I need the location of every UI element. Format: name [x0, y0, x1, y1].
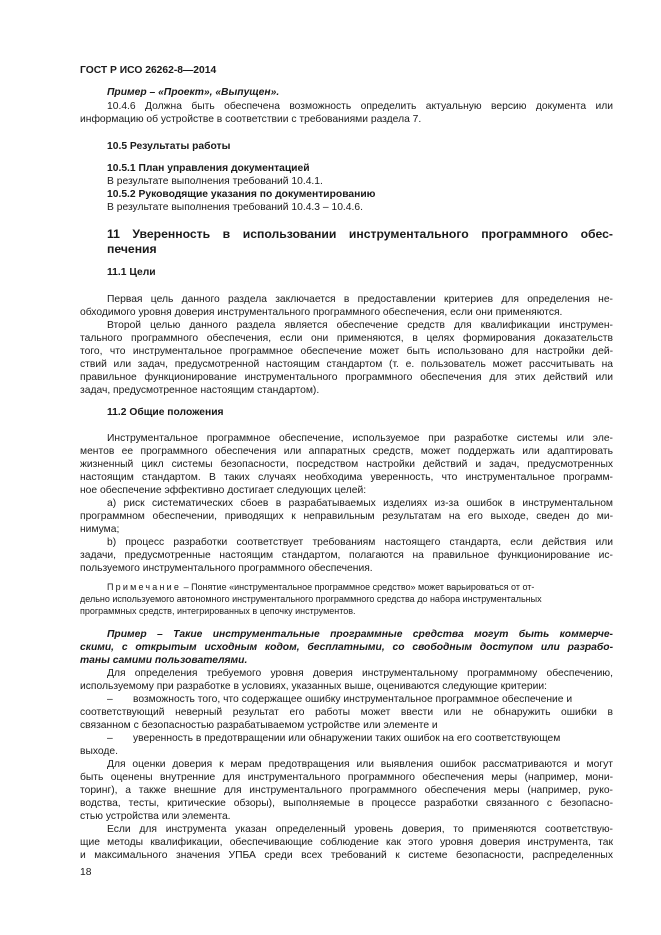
text-line: 10.4.6 Должна быть обеспечена возможность определить актуальную версию документа или	[107, 101, 613, 112]
dash-item	[107, 732, 613, 745]
note-line: дельно используемого автономного инструментального программного средства до набора инструментальных	[80, 594, 542, 604]
note-text: – Понятие «инструментальное программное средство» может варьироваться от от-	[181, 582, 535, 592]
note-line: программных средств, интегрированных в цепочку инструментов.	[80, 606, 356, 616]
paragraph-line: тального программного обеспечения, если они применяются, в целях формирования доказательств	[80, 333, 613, 344]
paragraph-line: ментов ее программного обеспечения или аппаратных средств, может поддержать или адаптировать	[80, 446, 613, 457]
subsection-heading: 10.5.2 Руководящие указания по документированию	[107, 189, 376, 200]
paragraph-line: того, что инструментальное программное обеспечение может быть использовано для настройки дей-	[80, 346, 613, 357]
example-line: Пример – «Проект», «Выпущен».	[107, 87, 280, 98]
chapter-heading: 11 Уверенность в использовании инструментального программного обес-	[107, 227, 613, 241]
paragraph-line: пользуемого инструментального программного обеспечения.	[80, 563, 373, 574]
paragraph-line: стью устройства или элемента.	[80, 811, 231, 822]
paragraph-line: жизненный цикл системы безопасности, посредством настройки действий и задач, предусмотренных	[80, 459, 613, 470]
text-line: информацию об устройстве в соответствии с требованиями раздела 7.	[80, 114, 422, 125]
dash-item-text: возможность того, что содержащее ошибку инструментальное программное обеспечение и	[133, 694, 573, 705]
example-line: таны самими пользователями.	[80, 655, 248, 666]
paragraph-line: Если для инструмента указан определенный уровень доверия, то применяются соответствую-	[107, 824, 613, 835]
section-heading: 11.2 Общие положения	[107, 407, 224, 418]
paragraph-line: связанном с безопасностью разрабатываемом устройстве или элементе и	[80, 720, 438, 731]
paragraph-line: программном обеспечении, приводящих к неправильным результатам на его выходе, сведен до ми-	[80, 511, 613, 522]
paragraph-line: и максимального значения УПБА среди всех требований к системе безопасности, распределенных	[80, 850, 613, 861]
text-line: В результате выполнения требований 10.4.1.	[107, 176, 323, 187]
dash-marker: –	[107, 694, 113, 705]
paragraph-line: используемому при разработке в условиях, указанных выше, оцениваются следующие критерии:	[80, 681, 547, 692]
example-line: Пример – Такие инструментальные программные средства могут быть коммерче-	[107, 629, 613, 640]
dash-item	[107, 693, 613, 706]
running-header: ГОСТ Р ИСО 26262-8—2014	[80, 65, 217, 76]
paragraph-line: настоящим стандартом. В таких случаях необходима уверенность, что инструментальное программ-	[80, 472, 613, 483]
list-item-b: b) процесс разработки соответствует требованиям настоящего стандарта, если действия или	[107, 537, 613, 548]
paragraph-line: Для оценки доверия к мерам предотвращения или выявления ошибок рассматриваются и могут	[107, 759, 613, 770]
dash-marker: –	[107, 733, 113, 744]
paragraph-line: Для определения требуемого уровня доверия инструментальному программному обеспечению,	[107, 668, 613, 679]
page-number: 18	[80, 867, 92, 878]
paragraph-line: выходе.	[80, 746, 118, 757]
paragraph-line: водства, тесты, критические обзоры), выполняемые в процессе разработки связанного с безопасно-	[80, 798, 613, 809]
paragraph-line: ное обеспечение эффективно достигает следующих целей:	[80, 485, 367, 496]
paragraph-line: правильное функционирование инструментального программного обеспечения для этих действий или	[80, 372, 613, 383]
paragraph-line: торинг), а также внешние для инструментального программного обеспечения меры (например, руко-	[80, 785, 613, 796]
paragraph-line: соответствующий неверный результат его работы может ввести или не обнаружить ошибки в	[80, 707, 613, 718]
paragraph-line: ствий или задач, предусмотренной настоящим стандартом (т. е. пользователь может рассчитывать на	[80, 359, 613, 370]
list-item-a: а) риск систематических сбоев в разрабатываемых изделиях из-за ошибок в инструментальном	[107, 498, 613, 509]
note-label: Примечание	[107, 582, 182, 592]
paragraph-line: щие методы квалификации, обеспечивающие соблюдение как этого уровня доверия инструмента, так	[80, 837, 613, 848]
subsection-heading: 10.5.1 План управления документацией	[107, 163, 310, 174]
paragraph-line: Первая цель данного раздела заключается в предоставлении критериев для определения не-	[107, 294, 613, 305]
paragraph-line: быть оценены внутренние для инструментального программного обеспечения меры (например, мони-	[80, 772, 613, 783]
paragraph-line: Второй целью данного раздела является обеспечение средств для квалификации инструмен-	[107, 320, 613, 331]
paragraph-line: Инструментальное программное обеспечение, используемое при разработке системы или эле-	[107, 433, 613, 444]
paragraph-line: нимума;	[80, 524, 120, 535]
chapter-heading-cont: печения	[107, 242, 157, 256]
paragraph-line: задач, предусмотренное настоящим стандартом).	[80, 385, 320, 396]
section-heading: 10.5 Результаты работы	[107, 141, 231, 152]
section-heading: 11.1 Цели	[107, 267, 156, 278]
paragraph-line: обходимого уровня доверия инструментального программного обеспечения, если они применяются.	[80, 307, 563, 318]
paragraph-line: задачи, предусмотренные настоящим стандартом, полагаются на правильное функционирование ис-	[80, 550, 613, 561]
dash-item-text: уверенность в предотвращении или обнаружении таких ошибок на его соответствующем	[133, 733, 561, 744]
example-line: скими, с открытым исходным кодом, бесплатными, со свободным доступом или разрабо-	[80, 642, 613, 653]
text-line: В результате выполнения требований 10.4.3 – 10.4.6.	[107, 202, 363, 213]
